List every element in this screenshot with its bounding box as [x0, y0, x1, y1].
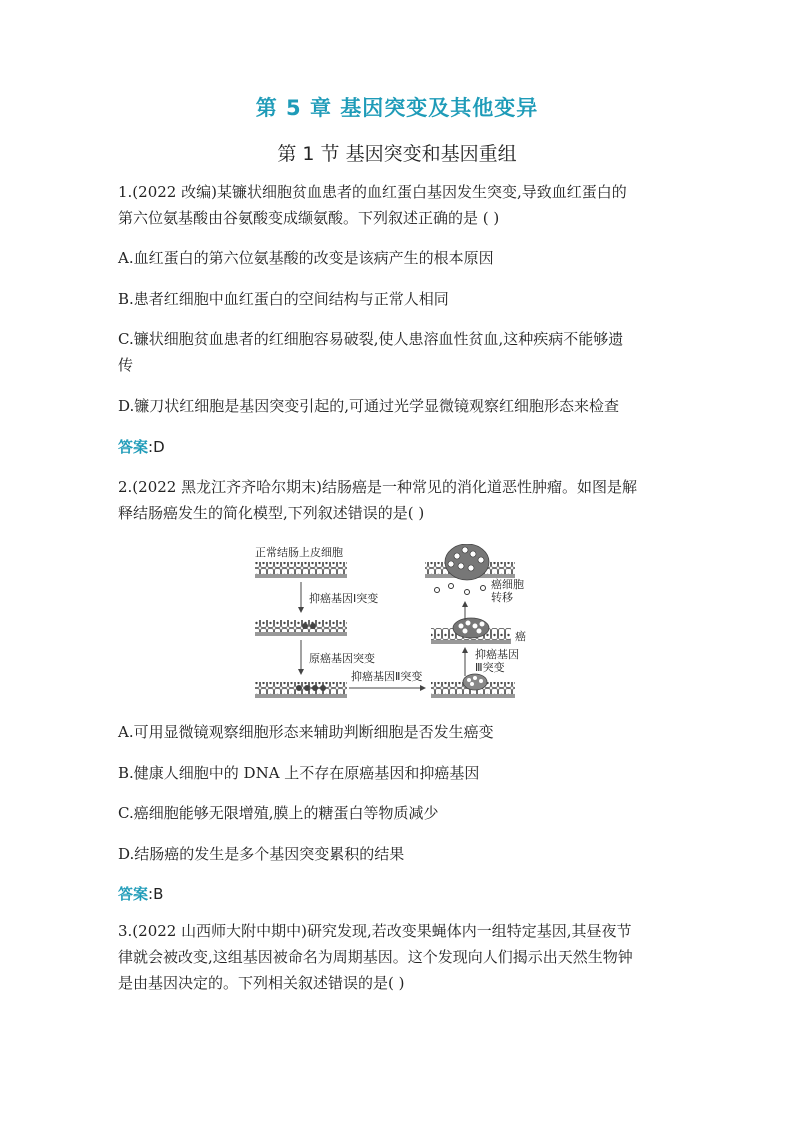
- q2-answer-value: :B: [148, 885, 164, 903]
- q1-answer-value: :D: [148, 438, 165, 456]
- stage4-epithelium: [431, 674, 515, 698]
- q1-stem-line1: 1.(2022 改编)某镰状细胞贫血患者的血红蛋白基因发生突变,导致血红蛋白的: [118, 183, 627, 201]
- metastasis-epithelium: [425, 544, 515, 580]
- q2-option-d: D.结肠癌的发生是多个基因突变累积的结果: [118, 845, 405, 863]
- cancer-epithelium: [431, 618, 511, 644]
- fig-label-step4-line1: 抑癌基因: [475, 648, 519, 661]
- q2-option-a: A.可用显微镜观察细胞形态来辅助判断细胞是否发生癌变: [118, 723, 494, 741]
- metastasizing-cells: [435, 584, 486, 595]
- q3-stem-line2: 律就会被改变,这组基因被命名为周期基因。这个发现向人们揭示出天然生物钟: [118, 948, 633, 966]
- q2-option-c: C.癌细胞能够无限增殖,膜上的糖蛋白等物质减少: [118, 804, 439, 822]
- fig-label-step3: 抑癌基因Ⅱ突变: [351, 670, 423, 683]
- colon-cancer-model-figure: [253, 544, 553, 700]
- fig-label-metastasis-line1: 癌细胞: [491, 578, 524, 591]
- q2-answer: [118, 883, 163, 904]
- q3-stem-line1: 3.(2022 山西师大附中期中)研究发现,若改变果蝇体内一组特定基因,其昼夜节: [118, 922, 632, 940]
- fig-label-step2: 原癌基因突变: [309, 652, 375, 665]
- q1-option-c-line1: C.镰状细胞贫血患者的红细胞容易破裂,使人患溶血性贫血,这种疾病不能够遗: [118, 330, 624, 348]
- chapter-title: 第 5 章 基因突变及其他变异: [255, 96, 539, 120]
- q2-answer-label: 答案: [118, 885, 149, 903]
- fig-label-metastasis-line2: 转移: [491, 591, 513, 604]
- normal-epithelium: [255, 562, 347, 578]
- q3-stem-line3: 是由基因决定的。下列相关叙述错误的是( ): [118, 974, 405, 992]
- q1-option-b: B.患者红细胞中血红蛋白的空间结构与正常人相同: [118, 290, 449, 308]
- q1-answer: [118, 436, 165, 457]
- q1-stem-line2: 第六位氨基酸由谷氨酸变成缬氨酸。下列叙述正确的是 ( ): [118, 209, 500, 227]
- q2-option-b: B.健康人细胞中的 DNA 上不存在原癌基因和抑癌基因: [118, 764, 480, 782]
- fig-label-step4-line2: Ⅲ突变: [475, 661, 505, 674]
- fig-label-step1: 抑癌基因Ⅰ突变: [309, 592, 379, 605]
- section-title: 第 1 节 基因突变和基因重组: [277, 143, 517, 165]
- q1-option-c-line2: 传: [118, 356, 134, 374]
- fig-label-normal-cells: 正常结肠上皮细胞: [255, 546, 343, 559]
- q2-stem-line2: 释结肠癌发生的简化模型,下列叙述错误的是( ): [118, 504, 425, 522]
- q1-option-a: A.血红蛋白的第六位氨基酸的改变是该病产生的根本原因: [118, 249, 494, 267]
- stage3-epithelium: [255, 682, 347, 698]
- fig-label-cancer: 癌: [515, 630, 526, 643]
- q1-answer-label: 答案: [118, 438, 149, 456]
- stage2-epithelium: [255, 620, 347, 636]
- q1-option-d: D.镰刀状红细胞是基因突变引起的,可通过光学显微镜观察红细胞形态来检查: [118, 397, 620, 415]
- q2-stem-line1: 2.(2022 黑龙江齐齐哈尔期末)结肠癌是一种常见的消化道恶性肿瘤。如图是解: [118, 478, 637, 496]
